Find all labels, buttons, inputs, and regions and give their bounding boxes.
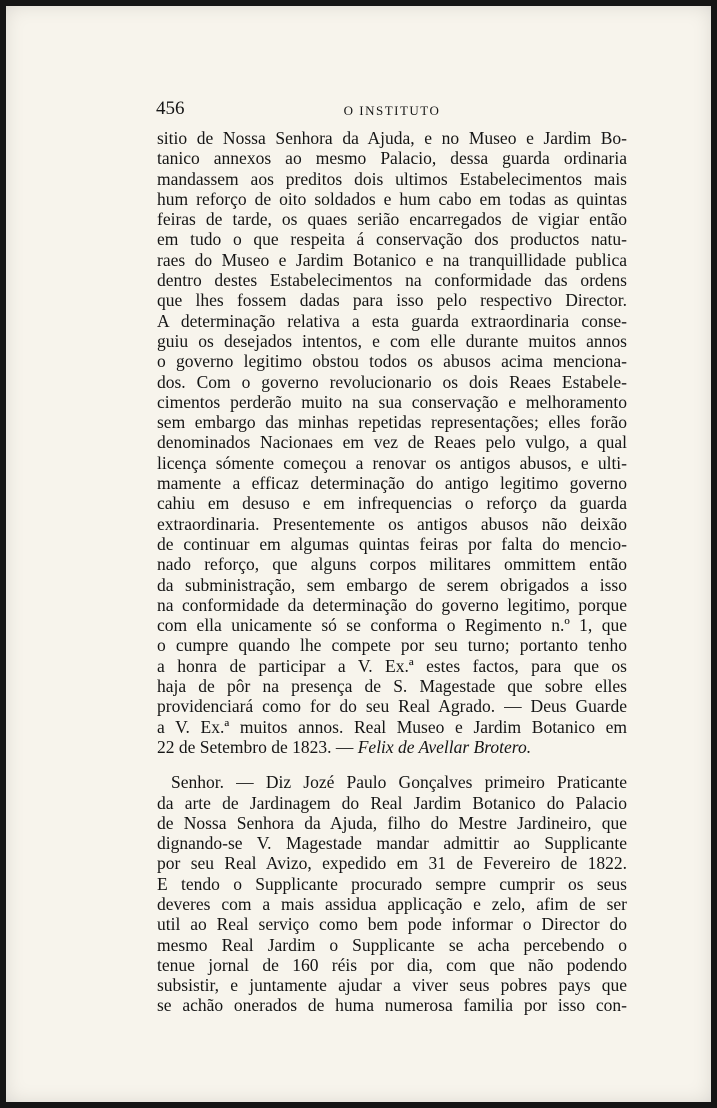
closing-line — [157, 737, 627, 757]
text-line: de continuar em algumas quintas feiras por falta do mencio- — [157, 533, 627, 554]
text-line: sitio de Nossa Senhora da Ajuda, e no Museo e Jardim Bo- — [157, 128, 627, 148]
text-line: util ao Real serviço como bem pode informar o Director do — [157, 914, 627, 935]
text-line: em tudo o que respeita á conservação dos productos natu- — [157, 229, 627, 250]
text-line: na conformidade da determinação do governo legitimo, porque — [157, 594, 627, 615]
text-line: o governo legitimo obstou todos os abusos acima menciona- — [157, 351, 627, 372]
text-line: extraordinaria. Presentemente os antigos abusos não deixão — [157, 513, 627, 534]
text-line: cahiu em desuso e em infrequencias o reforço da guarda — [157, 493, 627, 514]
text-line: mandassem aos preditos dois ultimos Estabelecimentos mais — [157, 168, 627, 189]
paragraph-1 — [157, 128, 627, 737]
text-line: guiu os desejados intentos, e com elle durante muitos annos — [157, 330, 627, 351]
paragraph-2 — [157, 772, 627, 1016]
text-line: de Nossa Senhora da Ajuda, filho do Mestre Jardineiro, que — [157, 812, 627, 833]
text-line: tenue jornal de 160 réis por dia, com que não podendo — [157, 954, 627, 975]
page-number: 456 — [156, 98, 185, 119]
text-line: licença sómente começou a renovar os antigos abusos, e ulti- — [157, 452, 627, 473]
text-line: que lhes fossem dadas para isso pelo respectivo Director. — [157, 290, 627, 311]
text-line: o cumpre quando lhe compete por seu turno; portanto tenho — [157, 635, 627, 656]
text-line: raes do Museo e Jardim Botanico e na tranquillidade publica — [157, 249, 627, 270]
body-text — [157, 128, 627, 1016]
closing-date: 22 de Setembro de 1823. — — [157, 736, 354, 757]
text-line: dentro destes Estabelecimentos na conformidade das ordens — [157, 270, 627, 291]
text-line: hum reforço de oito soldados e hum cabo em todas as quintas — [157, 188, 627, 209]
text-line: tanico annexos ao mesmo Palacio, dessa guarda ordinaria — [157, 148, 627, 169]
text-line: subsistir, e juntamente ajudar a viver seus pobres pays que — [157, 975, 627, 996]
text-line: dignando-se V. Magestade mandar admittir ao Supplicante — [157, 833, 627, 854]
text-line: dos. Com o governo revolucionario os dois Reaes Estabele- — [157, 371, 627, 392]
signature: Felix de Avellar Brotero. — [357, 736, 532, 757]
journal-title: O INSTITUTO — [343, 103, 441, 118]
text-line: nado reforço, que alguns corpos militares ommittem então — [157, 554, 627, 575]
text-line: deveres com a mais assidua applicação e zelo, afim de ser — [157, 893, 627, 914]
text-line: com ella unicamente só se conforma o Regimento n.º 1, que — [157, 615, 627, 636]
text-line: cimentos perderão muito na sua conservação e melhoramento — [157, 391, 627, 412]
text-line: A determinação relativa a esta guarda extraordinaria conse- — [157, 310, 627, 331]
text-line: providenciará como for do seu Real Agrado. — Deus Guarde — [157, 696, 627, 717]
text-line: feiras de tarde, os quaes serião encarregados de vigiar então — [157, 209, 627, 230]
text-line: a honra de participar a V. Ex.ª estes factos, para que os — [157, 655, 627, 676]
text-line: sem embargo das minhas repetidas representações; elles forão — [157, 412, 627, 433]
text-line: da subministração, sem embargo de serem obrigados a isso — [157, 574, 627, 595]
text-line: por seu Real Avizo, expedido em 31 de Fevereiro de 1822. — [157, 853, 627, 874]
text-line: a V. Ex.ª muitos annos. Real Museo e Jardim Botanico em — [157, 716, 627, 737]
text-line: Senhor. — Diz Jozé Paulo Gonçalves primeiro Praticante — [171, 772, 627, 793]
text-line: mamente a efficaz determinação do antigo legitimo governo — [157, 473, 627, 494]
text-line: denominados Nacionaes em vez de Reaes pelo vulgo, a qual — [157, 432, 627, 453]
text-line: se achão onerados de huma numerosa familia por isso con- — [157, 995, 627, 1016]
text-line: mesmo Real Jardim o Supplicante se acha percebendo o — [157, 934, 627, 955]
text-line: haja de pôr na presença de S. Magestade que sobre elles — [157, 676, 627, 697]
text-line: da arte de Jardinagem do Real Jardim Botanico do Palacio — [157, 792, 627, 813]
paragraph-gap — [157, 757, 627, 772]
running-header — [156, 98, 628, 122]
text-line: E tendo o Supplicante procurado sempre cumprir os seus — [157, 873, 627, 894]
